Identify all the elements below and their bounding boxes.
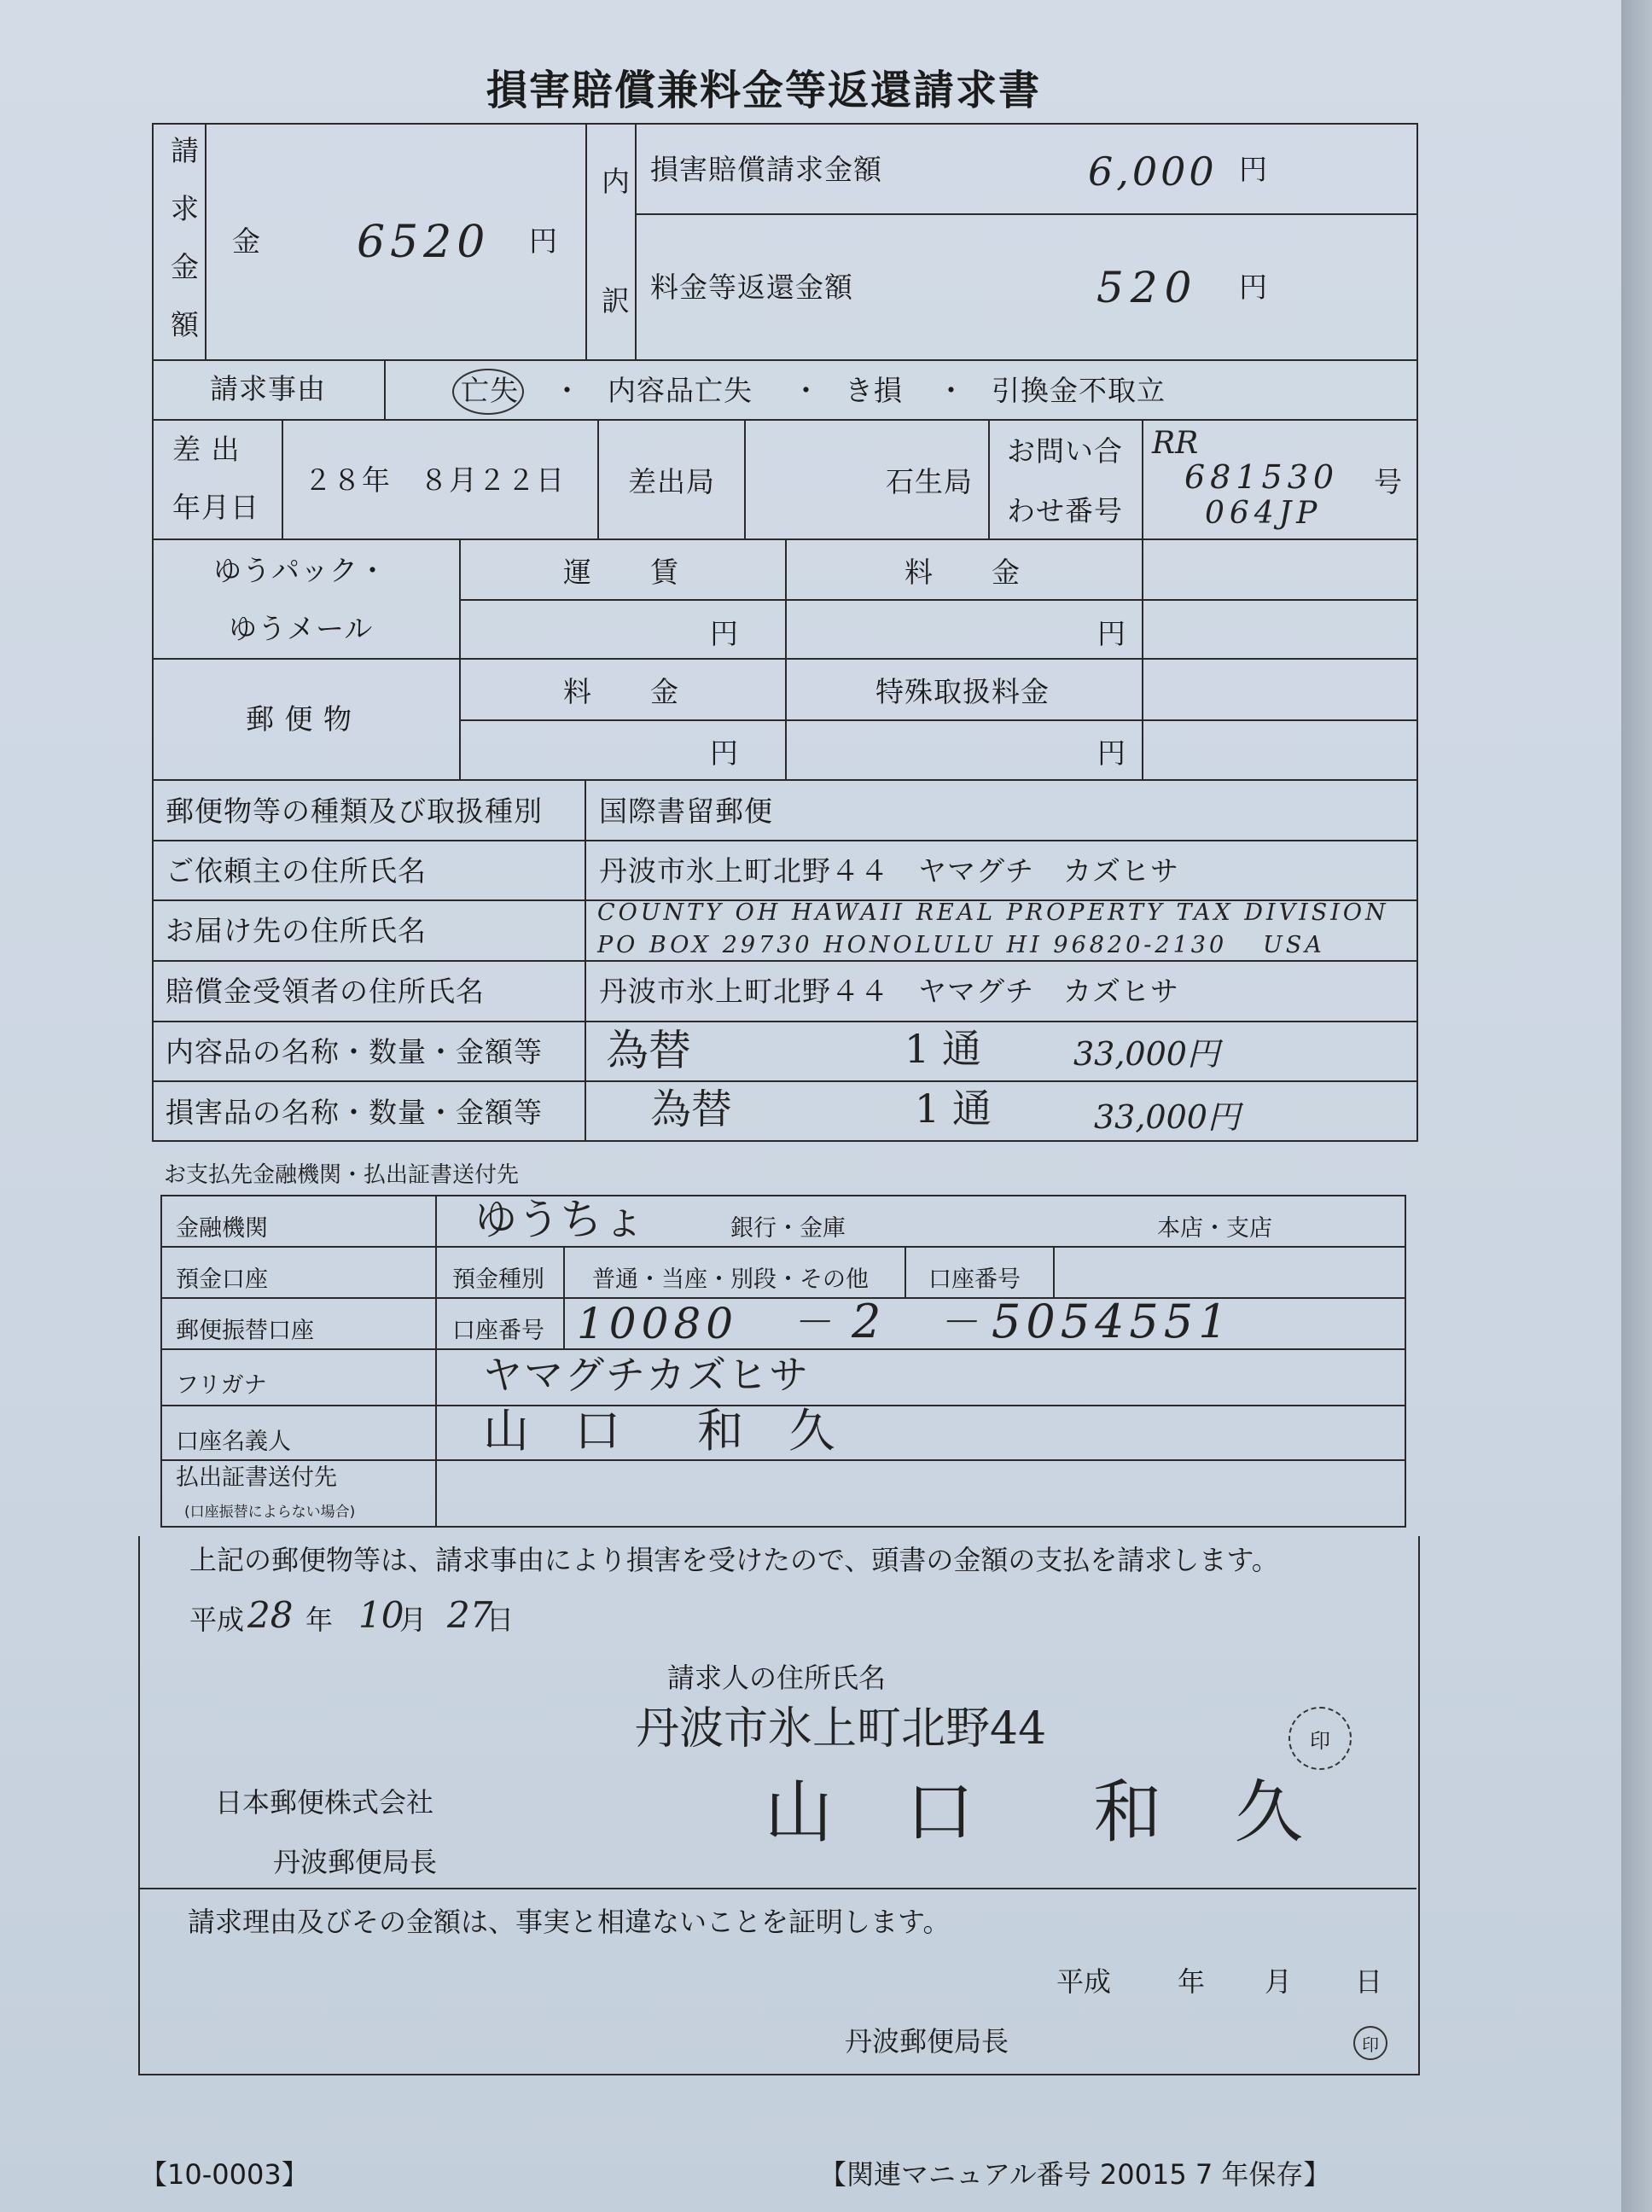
declaration-month: 10 xyxy=(358,1594,404,1636)
refund-amount-yen: 円 xyxy=(1239,271,1268,304)
contents-qty: 1 通 xyxy=(905,1026,981,1072)
declaration-hi: 日 xyxy=(486,1604,515,1636)
sender-label: ご依頼主の住所氏名 xyxy=(166,854,427,888)
cert-office: 丹波郵便局長 xyxy=(845,2025,1009,2058)
send-date-label-2: 年月日 xyxy=(172,491,259,524)
holder-value: 山 口 和 久 xyxy=(483,1404,851,1458)
freight-label: 運 賃 xyxy=(563,556,679,589)
claim-total-value: 6520 xyxy=(357,217,491,268)
claim-label-4: 額 xyxy=(171,308,200,341)
damaged-amount: 33,000円 xyxy=(1094,1098,1240,1136)
mail-kind-value: 国際書留郵便 xyxy=(599,795,773,828)
refund-amount-label: 料金等返還金額 xyxy=(650,271,853,304)
freight-yen: 円 xyxy=(710,617,739,650)
mail-label: 郵 便 物 xyxy=(246,702,352,736)
addressee-office: 丹波郵便局長 xyxy=(273,1846,438,1878)
deposit-kinds: 普通・当座・別段・その他 xyxy=(592,1266,869,1293)
send-office-label: 差出局 xyxy=(628,465,715,498)
contents-item: 為替 xyxy=(606,1026,691,1075)
transfer-number-2: 2 xyxy=(852,1295,881,1348)
mail-fee-label: 料 金 xyxy=(563,675,679,708)
recipient-line-1: COUNTY OH HAWAII REAL PROPERTY TAX DIVISION xyxy=(597,899,1389,926)
mail-fee-yen: 円 xyxy=(710,736,739,770)
company-name: 日本郵便株式会社 xyxy=(215,1786,434,1819)
cert-era: 平成 xyxy=(1056,1965,1112,1998)
reason-separator: ・ xyxy=(792,374,821,407)
cert-hi: 日 xyxy=(1355,1965,1383,1998)
transfer-dash: － xyxy=(939,1299,978,1345)
reason-option-contents-loss: 内容品亡失 xyxy=(608,374,753,407)
declaration-text: 上記の郵便物等は、請求事由により損害を受けたので、頭書の金額の支払を請求します。 xyxy=(189,1544,1279,1576)
tracking-go: 号 xyxy=(1374,465,1403,498)
declaration-tsuki: 月 xyxy=(399,1604,428,1636)
declaration-nen: 年 xyxy=(305,1604,334,1636)
bank-type: 銀行・金庫 xyxy=(730,1215,846,1242)
damaged-qty: 1 通 xyxy=(915,1086,992,1132)
tracking-number: 681530 xyxy=(1184,458,1340,496)
refund-amount-value: 520 xyxy=(1096,263,1199,312)
reason-label: 請求事由 xyxy=(210,372,326,405)
claimant-seal-text: 印 xyxy=(1310,1728,1330,1753)
deposit-label: 預金口座 xyxy=(176,1266,268,1293)
claimant-seal xyxy=(1288,1707,1352,1770)
recipient-label: お届け先の住所氏名 xyxy=(166,914,427,947)
furigana-value: ヤマグチカズヒサ xyxy=(483,1352,811,1398)
contents-label: 内容品の名称・数量・金額等 xyxy=(166,1035,543,1068)
transfer-no-label: 口座番号 xyxy=(452,1318,544,1344)
claim-label-2: 求 xyxy=(171,192,200,225)
damaged-label: 損害品の名称・数量・金額等 xyxy=(166,1096,543,1129)
fee-yen: 円 xyxy=(1097,617,1126,650)
claim-total-yen: 円 xyxy=(529,224,558,258)
recipient-line-2: PO BOX 29730 HONOLULU HI 96820-2130 xyxy=(597,932,1228,958)
account-no-label: 口座番号 xyxy=(928,1266,1021,1293)
fee-label: 料 金 xyxy=(905,556,1021,589)
sender-value: 丹波市氷上町北野４４ ヤマグチ カズヒサ xyxy=(599,854,1179,888)
damage-amount-value: 6,000 xyxy=(1088,148,1218,195)
contents-amount: 33,000円 xyxy=(1073,1035,1219,1073)
cert-seal-text: 印 xyxy=(1362,2034,1379,2055)
yupack-label-1: ゆうパック・ xyxy=(213,554,387,587)
recipient-country: USA xyxy=(1263,932,1325,958)
damaged-item: 為替 xyxy=(650,1086,733,1133)
manual-reference: 【関連マニュアル番号 20015 7 年保存】 xyxy=(819,2158,1331,2191)
inquiry-label-2: わせ番号 xyxy=(1007,494,1123,527)
damage-amount-label: 損害賠償請求金額 xyxy=(650,153,882,186)
mail-kind-label: 郵便物等の種類及び取扱種別 xyxy=(166,795,543,828)
branch-type: 本店・支店 xyxy=(1157,1215,1272,1242)
declaration-year: 28 xyxy=(247,1594,294,1636)
transfer-label: 郵便振替口座 xyxy=(176,1318,314,1344)
reason-separator: ・ xyxy=(937,374,966,407)
special-fee-yen: 円 xyxy=(1097,736,1126,770)
payment-section-label: お支払先金融機関・払出証書送付先 xyxy=(164,1162,520,1188)
tracking-suffix: 064JP xyxy=(1205,496,1323,531)
kin-label: 金 xyxy=(232,224,261,258)
breakdown-label-1: 内 xyxy=(602,165,631,198)
certification-text: 請求理由及びその金額は、事実と相違ないことを証明します。 xyxy=(188,1906,951,1938)
claimant-label: 請求人の住所氏名 xyxy=(667,1662,887,1694)
claim-label-1: 請 xyxy=(171,134,200,167)
cert-label: 払出証書送付先 xyxy=(176,1464,337,1491)
reason-separator: ・ xyxy=(553,374,582,407)
send-office-value: 石生局 xyxy=(886,465,973,498)
transfer-number-3: 5054551 xyxy=(992,1295,1233,1348)
send-date-label-1: 差 出 xyxy=(172,433,241,466)
reason-option-loss: 亡失 xyxy=(461,374,519,407)
claimant-address: 丹波市氷上町北野44 xyxy=(635,1703,1047,1755)
form-number: 【10-0003】 xyxy=(140,2158,309,2191)
payee-value: 丹波市氷上町北野４４ ヤマグチ カズヒサ xyxy=(599,975,1179,1008)
payee-label: 賠償金受領者の住所氏名 xyxy=(166,975,485,1008)
cert-note: (口座振替によらない場合) xyxy=(184,1504,356,1521)
cert-tsuki: 月 xyxy=(1265,1965,1293,1998)
breakdown-label-2: 訳 xyxy=(602,284,631,317)
cert-seal xyxy=(1353,2026,1387,2060)
claim-label-3: 金 xyxy=(171,250,200,283)
form-title: 損害賠償兼料金等返還請求書 xyxy=(486,67,1042,114)
holder-label: 口座名義人 xyxy=(176,1429,291,1455)
tracking-prefix: RR xyxy=(1152,426,1199,461)
claimant-name: 山 口 和 久 xyxy=(765,1773,1329,1852)
damage-amount-yen: 円 xyxy=(1239,153,1268,186)
reason-option-damage: き損 xyxy=(845,374,903,407)
bank-label: 金融機関 xyxy=(176,1215,268,1242)
yupack-label-2: ゆうメール xyxy=(229,612,374,645)
declaration-era: 平成 xyxy=(189,1604,245,1636)
reason-option-cod: 引換金不取立 xyxy=(992,374,1166,407)
bank-value: ゆうちょ xyxy=(474,1195,645,1244)
transfer-number-1: 10080 xyxy=(577,1299,739,1348)
send-date-value: ２８年 ８月２２日 xyxy=(304,463,565,497)
inquiry-label-1: お問い合 xyxy=(1007,434,1123,468)
paper-edge xyxy=(1621,0,1652,2212)
transfer-dash: － xyxy=(792,1299,831,1345)
cert-nen: 年 xyxy=(1178,1965,1206,1998)
furigana-label: フリガナ xyxy=(176,1372,267,1399)
deposit-kind-label: 預金種別 xyxy=(452,1266,544,1293)
declaration-day: 27 xyxy=(447,1594,493,1636)
special-fee-label: 特殊取扱料金 xyxy=(875,675,1050,708)
